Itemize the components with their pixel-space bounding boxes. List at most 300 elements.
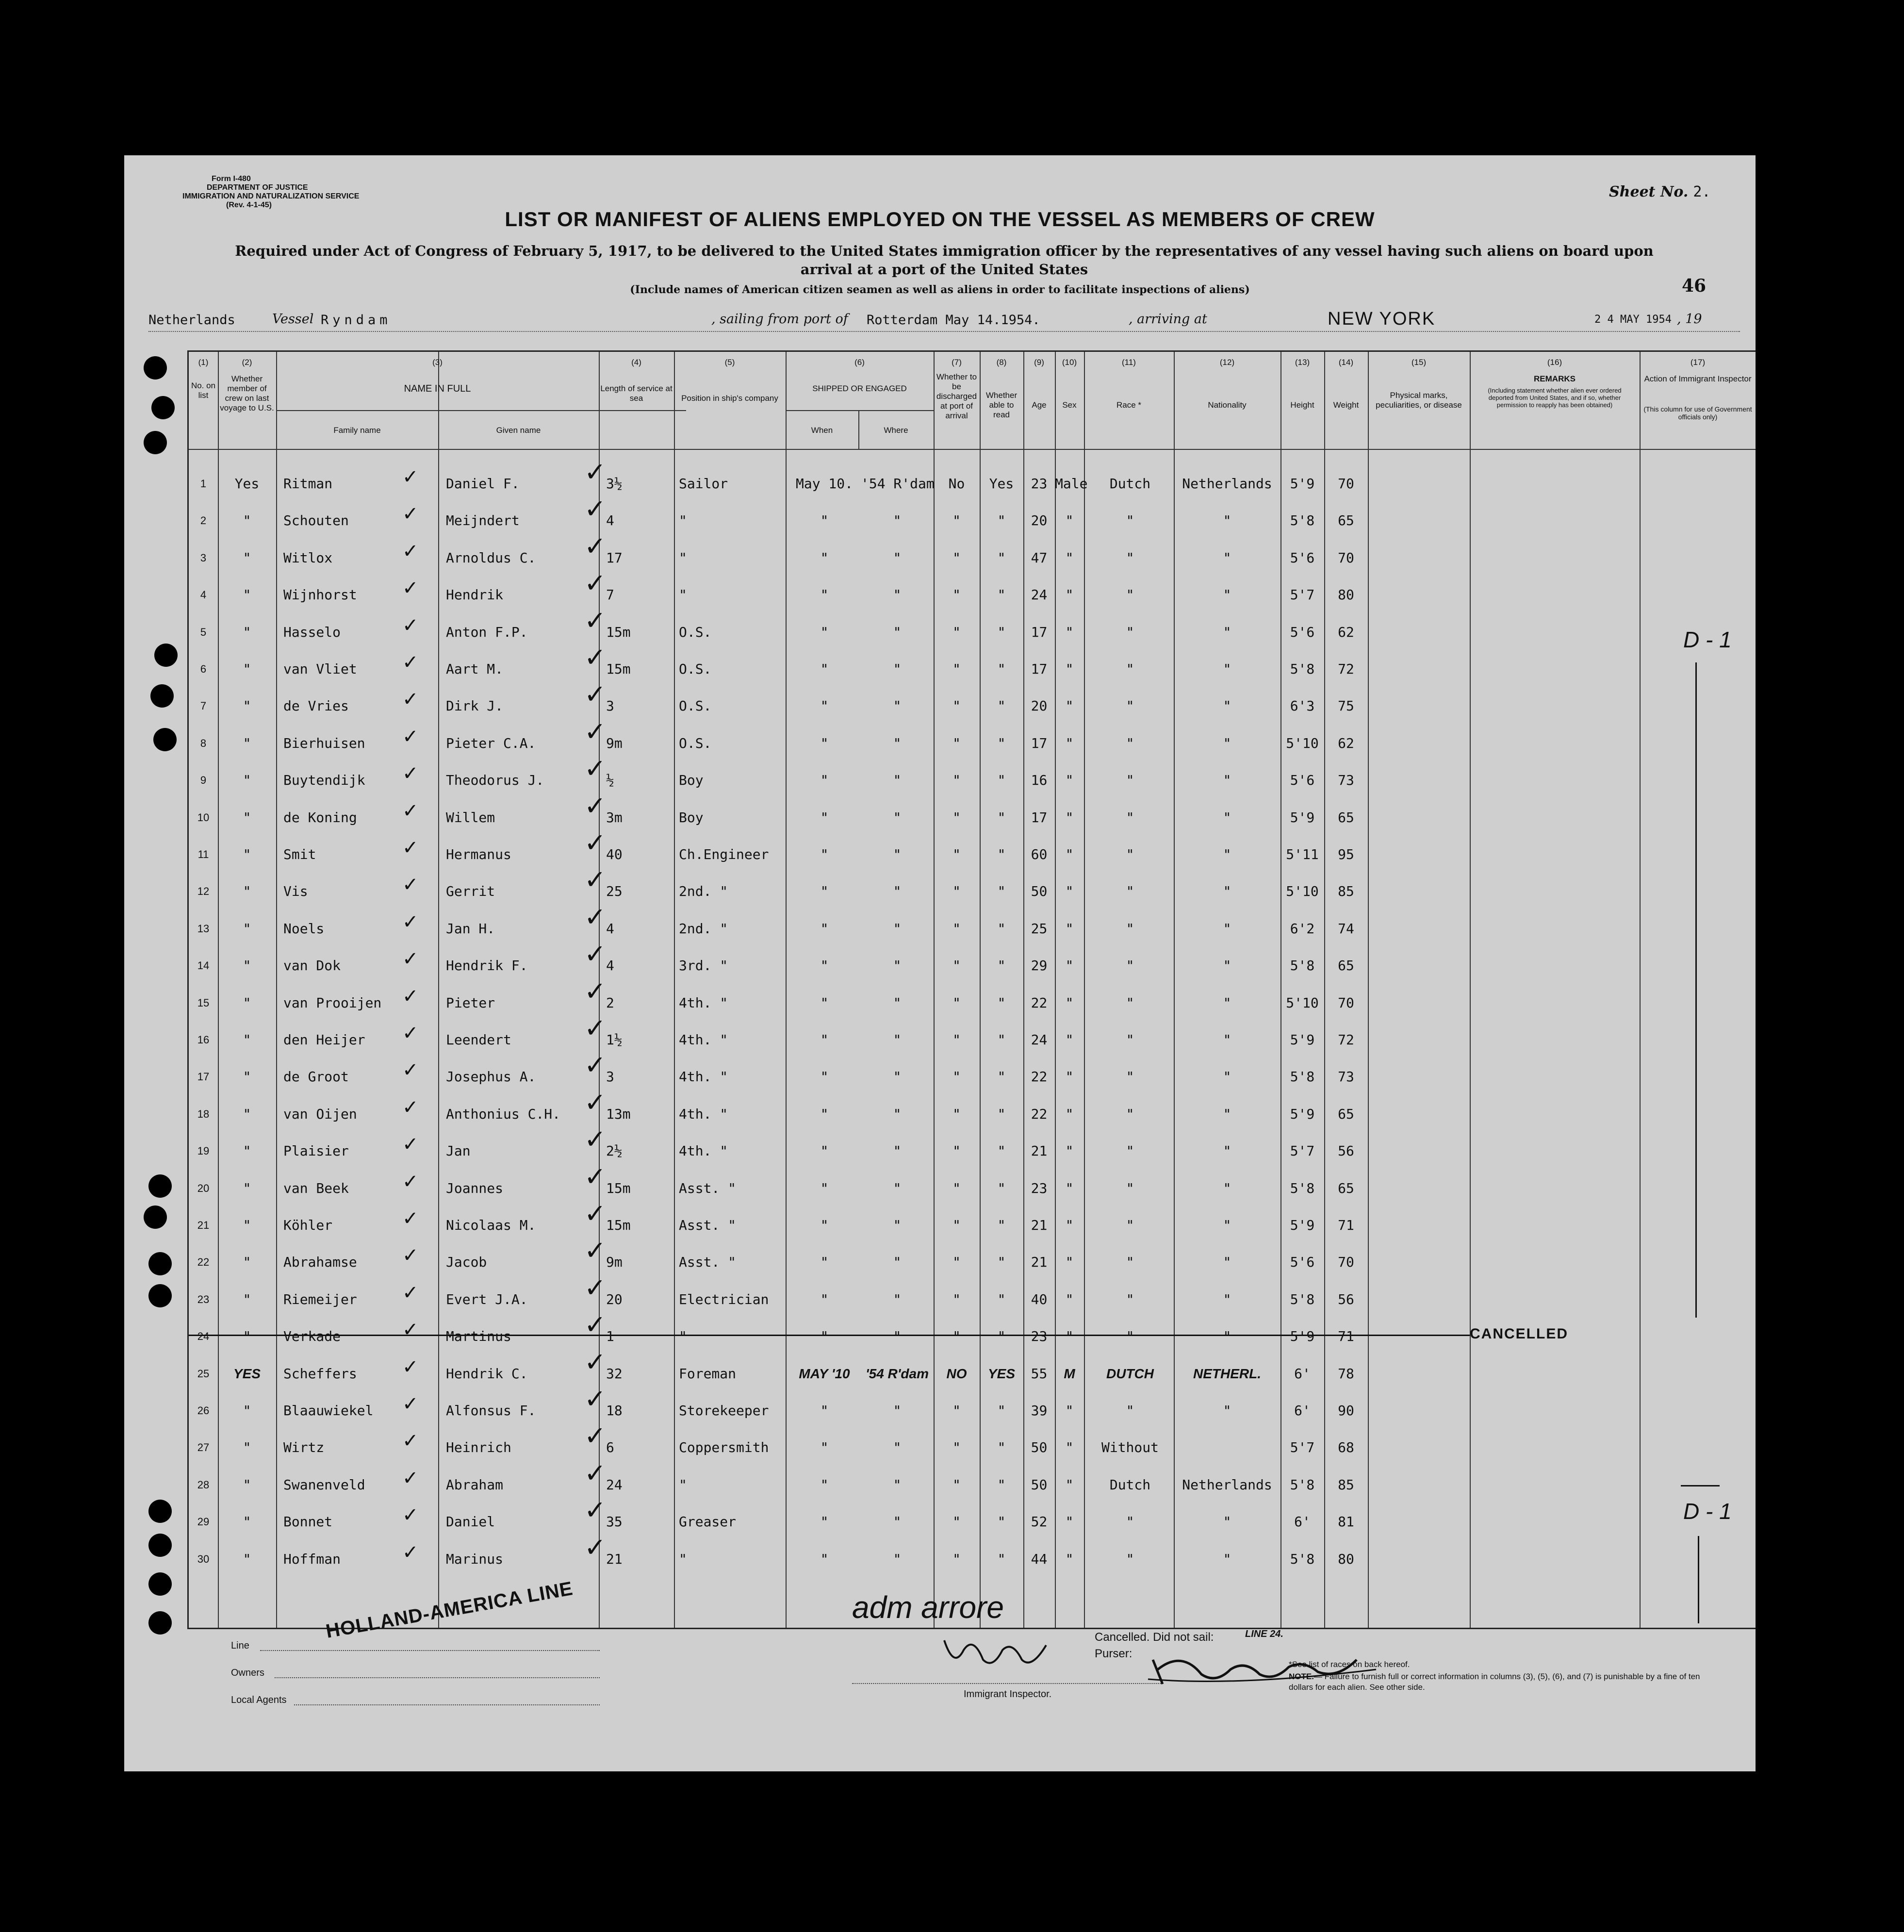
cell-where: "	[893, 1439, 902, 1456]
cell-position: "	[679, 1551, 687, 1567]
cell-sex: "	[1065, 772, 1074, 789]
cell-age: 17	[1031, 624, 1048, 640]
cell-nationality: "	[1223, 512, 1231, 529]
cell-sex: "	[1065, 883, 1074, 900]
cell-prev: "	[243, 1180, 251, 1196]
cell-no: 4	[200, 589, 207, 601]
cell-position: "	[679, 1328, 687, 1345]
cell-family: Riemeijer	[283, 1291, 357, 1307]
cell-prev: "	[243, 1143, 251, 1159]
cell-length: 3	[606, 1069, 614, 1085]
check-icon: ✓	[402, 540, 419, 562]
cell-race: "	[1126, 883, 1134, 900]
cell-when: "	[820, 958, 829, 974]
cell-family: Köhler	[283, 1217, 333, 1233]
check-icon: ✓	[402, 1355, 419, 1378]
cell-no: 17	[197, 1071, 210, 1083]
cell-age: 23	[1031, 1180, 1048, 1196]
cell-discharged: "	[952, 1143, 961, 1159]
cell-when: May 10.	[795, 476, 853, 492]
check-icon: ✓	[402, 1504, 419, 1527]
cell-race: "	[1126, 920, 1134, 937]
cell-sex: "	[1065, 1180, 1074, 1196]
manifest-sheet	[124, 155, 1756, 1771]
cell-weight: 56	[1338, 1143, 1354, 1159]
cell-height: 5'8	[1290, 1551, 1315, 1567]
cell-height: 5'9	[1290, 476, 1315, 492]
cell-family: Bierhuisen	[283, 735, 365, 751]
cell-length: 15m	[606, 1180, 631, 1196]
cell-weight: 65	[1338, 1180, 1354, 1196]
cell-discharged: "	[952, 512, 961, 529]
cell-weight: 65	[1338, 958, 1354, 974]
arriving-label: , arriving at	[1129, 312, 1207, 327]
cell-read: "	[997, 958, 1006, 974]
cell-where: "	[893, 1254, 902, 1271]
cell-read: Yes	[989, 476, 1014, 492]
cell-height: 6'	[1294, 1514, 1311, 1530]
check-icon: ✓	[402, 948, 419, 971]
check-icon: ✓	[584, 679, 607, 710]
cell-prev: "	[243, 1403, 251, 1419]
cell-position: "	[679, 1476, 687, 1493]
cell-family: van Beek	[283, 1180, 349, 1196]
punch-hole	[148, 1284, 172, 1307]
cell-when: "	[820, 1143, 829, 1159]
cell-where: "	[893, 1180, 902, 1196]
vessel-name: Ryndam	[321, 313, 392, 328]
cell-discharged: "	[952, 587, 961, 603]
header-where: Where	[884, 426, 908, 435]
cell-family: Ritman	[283, 476, 333, 492]
cell-read: "	[997, 772, 1006, 789]
punch-hole	[148, 1611, 172, 1635]
cell-when: "	[820, 809, 829, 826]
cell-sex: "	[1065, 1254, 1074, 1271]
cell-position: Asst. "	[679, 1217, 737, 1233]
cell-given: Alfonsus F.	[446, 1403, 536, 1419]
col-num-2: (2)	[242, 358, 252, 367]
cell-height: 5'8	[1290, 661, 1315, 677]
header-height: Height	[1290, 400, 1314, 410]
cell-length: 40	[606, 846, 623, 862]
cell-height: 5'8	[1290, 1069, 1315, 1085]
cell-read: "	[997, 1217, 1006, 1233]
cell-when: "	[820, 1032, 829, 1048]
punch-hole	[151, 396, 175, 419]
cell-where: "	[893, 1551, 902, 1567]
cell-length: 15m	[606, 661, 631, 677]
cell-position: 4th. "	[679, 1032, 728, 1048]
cell-height: 5'6	[1290, 549, 1315, 566]
cell-given: Abraham	[446, 1476, 504, 1493]
cell-race: "	[1126, 1106, 1134, 1122]
sailing-label: , sailing from port of	[711, 312, 848, 327]
cell-no: 27	[197, 1441, 210, 1454]
cell-when: "	[820, 1439, 829, 1456]
cell-discharged: "	[952, 661, 961, 677]
check-icon: ✓	[584, 605, 607, 636]
cell-weight: 68	[1338, 1439, 1354, 1456]
cell-given: Pieter	[446, 994, 495, 1011]
cell-prev: "	[243, 661, 251, 677]
cell-family: Wirtz	[283, 1439, 325, 1456]
handwritten-admission: adm arrore	[852, 1590, 1004, 1625]
cell-when: "	[820, 735, 829, 751]
page-number: 46	[1682, 276, 1707, 296]
cell-where: '54 R'dam	[861, 476, 935, 492]
cell-where: "	[893, 883, 902, 900]
cell-when: "	[820, 846, 829, 862]
cell-nationality: "	[1223, 698, 1231, 714]
cell-weight: 70	[1338, 994, 1354, 1011]
cell-length: 3m	[606, 809, 623, 826]
punch-hole	[144, 1205, 167, 1229]
cell-family: Witlox	[283, 549, 333, 566]
cell-sex: "	[1065, 920, 1074, 937]
cell-family: Hasselo	[283, 624, 341, 640]
cell-where: "	[893, 1476, 902, 1493]
cell-position: 4th. "	[679, 1143, 728, 1159]
cell-position: 4th. "	[679, 1106, 728, 1122]
cell-height: 5'8	[1290, 958, 1315, 974]
cell-length: 4	[606, 512, 614, 529]
cell-sex: "	[1065, 1291, 1074, 1307]
cell-discharged: "	[952, 958, 961, 974]
cell-age: 17	[1031, 661, 1048, 677]
cell-family: van Oijen	[283, 1106, 357, 1122]
page-subtitle: Required under Act of Congress of February 5, 1917, to be delivered to the United States immigration officer by the representatives of any vessel having such aliens on board upon arrival at a port of the United States	[235, 243, 1654, 278]
cell-discharged: "	[952, 1217, 961, 1233]
cell-family: van Prooijen	[283, 994, 382, 1011]
cell-height: 5'7	[1290, 1143, 1315, 1159]
cell-where: "	[893, 846, 902, 862]
check-icon: ✓	[402, 799, 419, 822]
check-icon: ✓	[402, 614, 419, 637]
check-icon: ✓	[402, 985, 419, 1007]
cell-race: "	[1126, 1143, 1134, 1159]
cell-height: 5'10	[1286, 994, 1319, 1011]
cell-prev: "	[243, 1106, 251, 1122]
cell-height: 5'8	[1290, 512, 1315, 529]
cell-when: "	[820, 1328, 829, 1345]
cell-where: "	[893, 1291, 902, 1307]
cell-read: "	[997, 883, 1006, 900]
action-mark-1: D - 1	[1683, 627, 1732, 652]
cell-nationality: "	[1223, 1180, 1231, 1196]
action-mark-2: D - 1	[1683, 1499, 1732, 1524]
form-id: Form I-480	[212, 175, 251, 183]
cell-length: 9m	[606, 1254, 623, 1271]
cell-position: Boy	[679, 772, 704, 789]
check-icon: ✓	[584, 494, 607, 525]
cell-family: Buytendijk	[283, 772, 365, 789]
cell-weight: 65	[1338, 1106, 1354, 1122]
cell-no: 6	[200, 663, 207, 675]
cell-race: Dutch	[1109, 1476, 1151, 1493]
cell-sex: "	[1065, 846, 1074, 862]
header-remarks: REMARKS	[1534, 374, 1576, 383]
cell-read: "	[997, 994, 1006, 1011]
col-num-6: (6)	[854, 358, 865, 367]
action-bracket-rule	[1681, 1485, 1720, 1486]
cell-discharged: "	[952, 624, 961, 640]
cell-when: "	[820, 1254, 829, 1271]
cell-sex: "	[1065, 1476, 1074, 1493]
cell-when: "	[820, 1180, 829, 1196]
cell-given: Hendrik F.	[446, 958, 528, 974]
cell-where: "	[893, 512, 902, 529]
cell-race: "	[1126, 1217, 1134, 1233]
cell-length: 1	[606, 1328, 614, 1345]
cell-discharged: "	[952, 1032, 961, 1048]
cell-family: Plaisier	[283, 1143, 349, 1159]
cell-weight: 71	[1338, 1217, 1354, 1233]
check-icon: ✓	[584, 1161, 607, 1192]
footer-owners-label: Owners	[231, 1668, 264, 1678]
cell-position: Storekeeper	[679, 1403, 769, 1419]
cell-discharged: "	[952, 1106, 961, 1122]
cell-age: 25	[1031, 920, 1048, 937]
col-num-11: (11)	[1122, 358, 1136, 367]
col-num-14: (14)	[1338, 358, 1354, 367]
cell-when: "	[820, 1476, 829, 1493]
cell-no: 25	[197, 1367, 210, 1380]
col-num-16: (16)	[1547, 358, 1562, 367]
cell-age: 16	[1031, 772, 1048, 789]
cell-when: "	[820, 1069, 829, 1085]
cell-sex: "	[1065, 1217, 1074, 1233]
cell-no: 21	[197, 1219, 210, 1231]
cell-position: Boy	[679, 809, 704, 826]
cell-discharged: "	[952, 1291, 961, 1307]
cell-when: "	[820, 698, 829, 714]
cell-discharged: "	[952, 1476, 961, 1493]
cell-no: 1	[200, 478, 207, 490]
check-icon: ✓	[584, 790, 607, 821]
cell-position: Foreman	[679, 1365, 737, 1382]
cell-where: '54 R'dam	[865, 1366, 929, 1381]
races-note: *See list of races on back hereof.	[1289, 1660, 1410, 1669]
form-rev: (Rev. 4-1-45)	[226, 201, 272, 209]
cell-length: 20	[606, 1291, 623, 1307]
cell-where: "	[893, 1032, 902, 1048]
cell-family: den Heijer	[283, 1032, 365, 1048]
punch-hole	[153, 728, 177, 751]
cell-age: 21	[1031, 1217, 1048, 1233]
cell-prev: "	[243, 1328, 251, 1345]
cell-race: "	[1126, 735, 1134, 751]
cell-no: 19	[197, 1145, 210, 1157]
cell-sex: "	[1065, 809, 1074, 826]
page-subtitle-note: (Include names of American citizen seamen as well as aliens in order to facilitate inspections of aliens)	[630, 283, 1250, 296]
cell-age: 22	[1031, 1069, 1048, 1085]
check-icon: ✓	[402, 1022, 419, 1044]
cell-age: 29	[1031, 958, 1048, 974]
cell-family: de Groot	[283, 1069, 349, 1085]
cell-length: 18	[606, 1403, 623, 1419]
cell-length: 13m	[606, 1106, 631, 1122]
cell-no: 3	[200, 551, 207, 564]
check-icon: ✓	[584, 1124, 607, 1155]
cell-given: Hendrik C.	[446, 1365, 528, 1382]
cell-nationality: "	[1223, 920, 1231, 937]
cell-read: "	[997, 1551, 1006, 1567]
header-age: Age	[1032, 400, 1047, 410]
cell-race: "	[1126, 1514, 1134, 1530]
check-icon: ✓	[584, 1272, 607, 1303]
check-icon: ✓	[402, 1133, 419, 1156]
header-no-on-list: No. on list	[191, 381, 216, 400]
cell-prev: "	[243, 1217, 251, 1233]
cell-where: "	[893, 920, 902, 937]
cell-read: "	[997, 1328, 1006, 1345]
dept-name: DEPARTMENT OF JUSTICE	[207, 183, 308, 192]
cell-age: 50	[1031, 1476, 1048, 1493]
header-family-name: Family name	[333, 426, 381, 435]
cell-sex: "	[1065, 587, 1074, 603]
cell-read: "	[997, 1439, 1006, 1456]
cell-age: 17	[1031, 809, 1048, 826]
cell-nationality: "	[1223, 735, 1231, 751]
cell-given: Hendrik	[446, 587, 504, 603]
col-num-7: (7)	[952, 358, 962, 367]
punch-hole	[148, 1534, 172, 1557]
check-icon: ✓	[584, 753, 607, 784]
cell-height: 5'9	[1290, 1217, 1315, 1233]
cell-when: MAY '10	[799, 1366, 850, 1381]
cell-nationality: "	[1223, 772, 1231, 789]
cell-given: Dirk J.	[446, 698, 504, 714]
cell-given: Arnoldus C.	[446, 549, 536, 566]
cell-given: Theodorus J.	[446, 772, 544, 789]
cell-age: 24	[1031, 1032, 1048, 1048]
cell-nationality: "	[1223, 1514, 1231, 1530]
header-nationality: Nationality	[1208, 400, 1247, 410]
cell-discharged: "	[952, 698, 961, 714]
check-icon: ✓	[402, 1059, 419, 1082]
cell-height: 5'8	[1290, 1476, 1315, 1493]
cell-no: 9	[200, 774, 207, 787]
cell-height: 5'8	[1290, 1291, 1315, 1307]
cell-length: 17	[606, 549, 623, 566]
cell-weight: 75	[1338, 698, 1354, 714]
cell-position: "	[679, 587, 687, 603]
check-icon: ✓	[584, 1050, 607, 1081]
cell-sex: "	[1065, 1514, 1074, 1530]
cell-prev: "	[243, 735, 251, 751]
cell-sex: "	[1065, 549, 1074, 566]
cell-when: "	[820, 1217, 829, 1233]
check-icon: ✓	[402, 688, 419, 711]
cell-read: "	[997, 1069, 1006, 1085]
cell-age: 40	[1031, 1291, 1048, 1307]
cell-position: O.S.	[679, 735, 712, 751]
header-sex: Sex	[1062, 400, 1077, 410]
col-num-10: (10)	[1062, 358, 1077, 367]
cell-no: 2	[200, 514, 207, 527]
check-icon: ✓	[402, 651, 419, 674]
cell-weight: 81	[1338, 1514, 1354, 1530]
cell-sex: "	[1065, 1069, 1074, 1085]
cell-length: 24	[606, 1476, 623, 1493]
col-num-12: (12)	[1219, 358, 1235, 367]
col-num-5: (5)	[724, 358, 735, 367]
crew-table	[187, 350, 1756, 1629]
cell-sex: "	[1065, 1328, 1074, 1345]
footer-line-label: Line	[231, 1640, 249, 1651]
check-icon: ✓	[402, 1170, 419, 1193]
cell-family: Vis	[283, 883, 308, 900]
cell-height: 5'9	[1290, 1328, 1315, 1345]
cell-race: "	[1126, 772, 1134, 789]
cell-no: 15	[197, 996, 210, 1009]
cell-height: 6'3	[1290, 698, 1315, 714]
cell-race: "	[1126, 1551, 1134, 1567]
cell-sex: "	[1065, 698, 1074, 714]
cell-no: 12	[197, 885, 210, 898]
cell-no: 11	[197, 848, 209, 860]
check-icon: ✓	[402, 1207, 419, 1230]
header-read: Whether able to read	[985, 391, 1018, 419]
cell-weight: 62	[1338, 624, 1354, 640]
cell-given: Willem	[446, 809, 495, 826]
check-icon: ✓	[584, 901, 607, 932]
cell-family: Verkade	[283, 1328, 341, 1345]
cell-read: YES	[987, 1366, 1016, 1381]
punch-hole	[148, 1500, 172, 1523]
cell-family: van Vliet	[283, 661, 357, 677]
check-icon: ✓	[584, 1198, 607, 1229]
punch-hole	[144, 356, 167, 380]
cell-given: Martinus	[446, 1328, 511, 1345]
cell-family: Smit	[283, 846, 316, 862]
punch-hole	[150, 684, 174, 708]
cell-discharged: "	[952, 1254, 961, 1271]
cell-discharged: "	[952, 549, 961, 566]
cell-when: "	[820, 883, 829, 900]
sheet-number-label: Sheet No.	[1609, 183, 1689, 200]
cell-length: 4	[606, 958, 614, 974]
cell-age: 23	[1031, 476, 1048, 492]
cell-nationality: Netherlands	[1182, 1476, 1272, 1493]
cell-family: Blaauwiekel	[283, 1403, 374, 1419]
check-icon: ✓	[402, 837, 419, 859]
cell-nationality: Netherlands	[1182, 476, 1272, 492]
cell-when: "	[820, 624, 829, 640]
cell-discharged: "	[952, 1328, 961, 1345]
cell-prev: "	[243, 1032, 251, 1048]
footer-agents-label: Local Agents	[231, 1695, 287, 1705]
cell-age: 50	[1031, 883, 1048, 900]
check-icon: ✓	[584, 1384, 607, 1414]
cell-length: 4	[606, 920, 614, 937]
cell-where: "	[893, 1328, 902, 1345]
col-num-15: (15)	[1411, 358, 1427, 367]
cell-family: Scheffers	[283, 1365, 357, 1382]
check-icon: ✓	[402, 725, 419, 748]
cell-length: 1½	[606, 1032, 623, 1048]
cell-length: 15m	[606, 624, 631, 640]
header-position: Position in ship's company	[681, 394, 778, 403]
cell-sex: Male	[1055, 476, 1088, 492]
cell-age: 22	[1031, 1106, 1048, 1122]
cell-discharged: "	[952, 809, 961, 826]
cell-no: 29	[197, 1516, 210, 1528]
check-icon: ✓	[402, 762, 419, 785]
check-icon: ✓	[402, 910, 419, 933]
cell-weight: 72	[1338, 661, 1354, 677]
